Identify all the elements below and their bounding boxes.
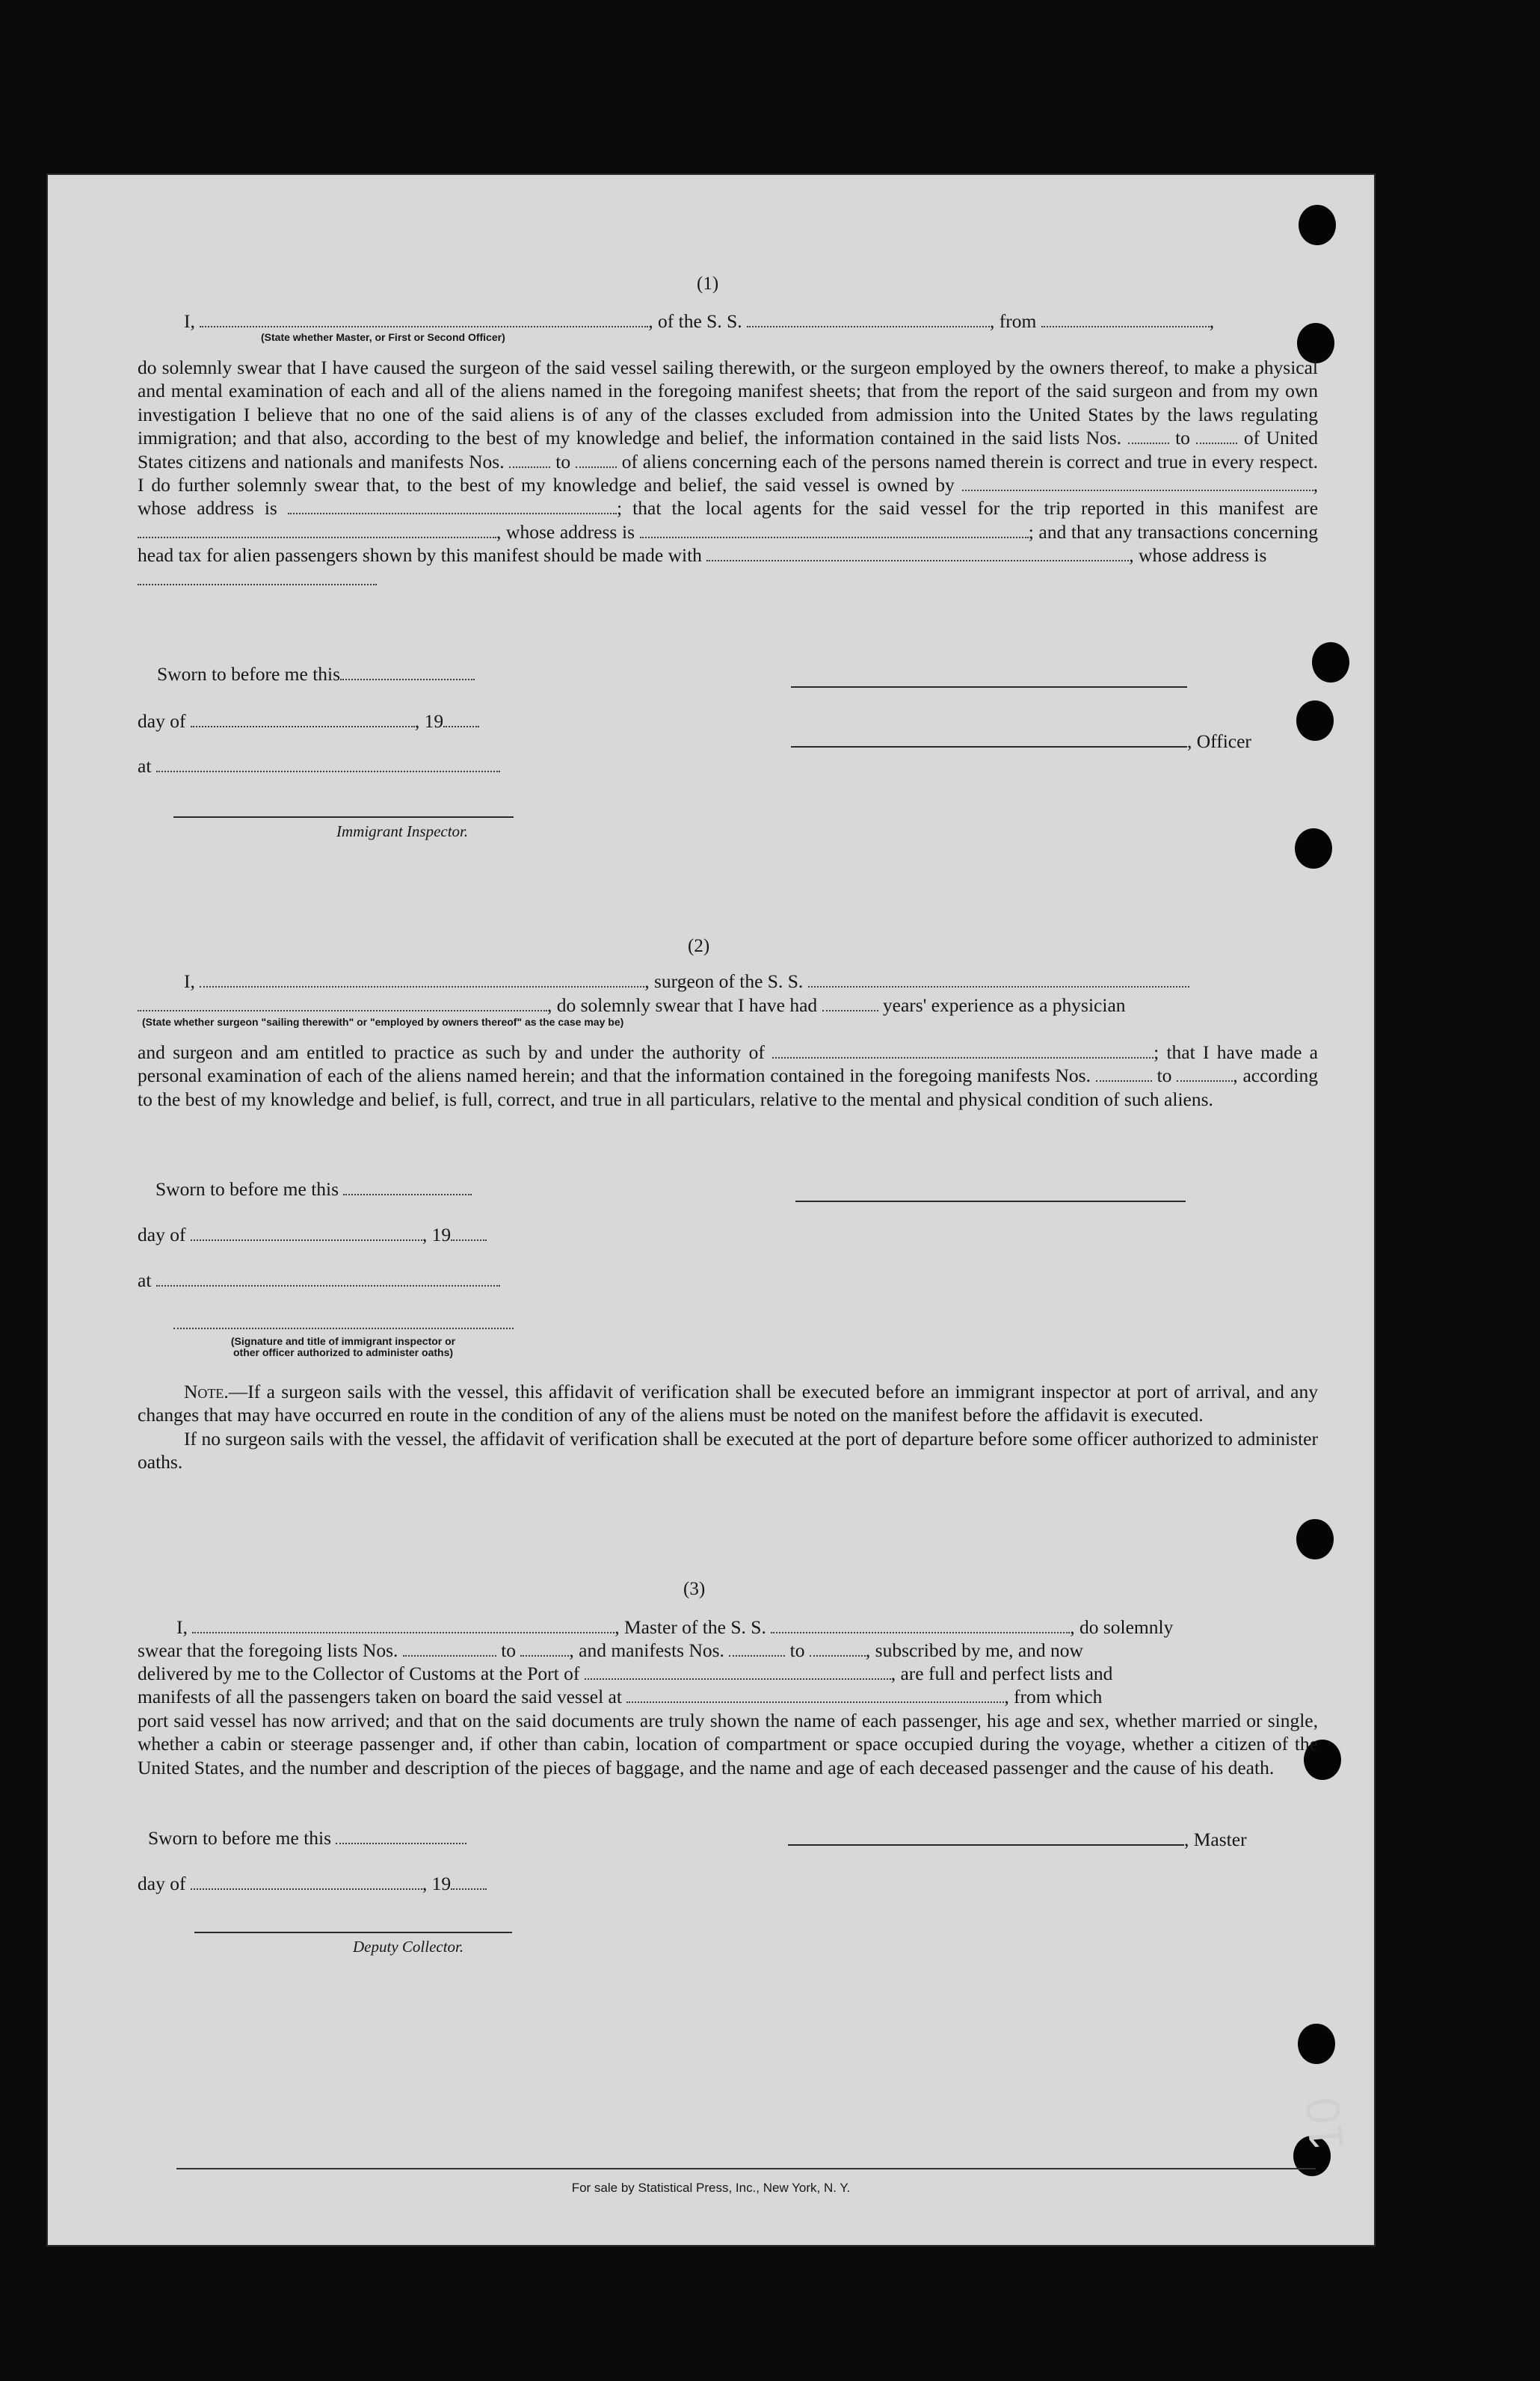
label-year: , 19 xyxy=(422,1224,452,1245)
form-sheet xyxy=(46,173,1376,2246)
master-name-field[interactable] xyxy=(192,1620,615,1633)
place-field[interactable] xyxy=(156,1273,500,1287)
body-text: years' experience as a physician xyxy=(882,994,1126,1016)
label-whose-address: whose address is xyxy=(506,520,635,543)
punch-hole xyxy=(1295,828,1332,869)
label-to: to xyxy=(1156,1065,1172,1087)
year-field[interactable] xyxy=(451,1876,487,1890)
manifests-from-field[interactable] xyxy=(729,1643,785,1657)
label-to: to xyxy=(501,1639,517,1661)
section-1-sworn xyxy=(157,663,475,686)
body-text: of aliens concerning each of the persons named therein is correct and true in every respect. I do further solemnly swear that, to the best of my knowledge and belief, the said vessel is owned by xyxy=(138,450,1319,496)
label-of-ship: , of the S. S. xyxy=(648,310,742,332)
section-3-body xyxy=(138,1709,1318,1779)
punct: ; xyxy=(616,497,623,520)
body-text: do solemnly swear that I have caused the surgeon of the said vessel sailing therewith, or the surgeon employed by the owners thereof, to make a physical and mental examination of each and all of the aliens named in the foregoing manifest sheets; that from the report of the said surgeon and from my own investigation I believe that no one of the said aliens is of any of the classes excluded from admission into the United States by the laws regulating immigration; and that also, according to the best of my knowledge and belief, the information contained in the said lists Nos. xyxy=(138,357,1318,449)
day-field[interactable] xyxy=(191,1876,422,1890)
officer-line xyxy=(791,730,1251,753)
punch-hole xyxy=(1296,700,1334,741)
head-tax-contact-field[interactable] xyxy=(706,548,1129,561)
officer-rank-field[interactable] xyxy=(200,314,648,327)
body-text: that the local agents for the said vessel for the trip reported in this manifest are xyxy=(632,497,1319,520)
master-signature-field[interactable] xyxy=(788,1831,1184,1846)
owner-address-field[interactable] xyxy=(288,501,617,514)
surgeon-hint: (State whether surgeon "sailing therewith" or "employed by owners thereof" as the case may be) xyxy=(142,1016,624,1028)
label-sworn: Sworn to before me this xyxy=(157,663,341,685)
place-field[interactable] xyxy=(156,759,500,772)
footer-rule xyxy=(176,2168,1316,2169)
label-year: , 19 xyxy=(414,710,444,732)
section-2-day xyxy=(138,1224,487,1246)
punch-hole xyxy=(1312,642,1349,683)
body-text: delivered by me to the Collector of Customs at the Port of xyxy=(138,1663,580,1684)
label-sworn: Sworn to before me this xyxy=(148,1827,332,1849)
punct: ; xyxy=(1154,1041,1159,1063)
section-3-line-4 xyxy=(138,1686,1102,1708)
lists-from-field[interactable] xyxy=(1128,431,1169,444)
label-sworn: Sworn to before me this xyxy=(155,1178,339,1200)
boarding-port-field[interactable] xyxy=(626,1690,1004,1703)
signature-line[interactable] xyxy=(791,673,1187,688)
section-3-number: (3) xyxy=(683,1579,706,1599)
handwritten-page-number: 10 xyxy=(1295,2095,1354,2153)
body-text: ; and that any transactions concerning head tax for alien passengers shown by this manifest should be made with xyxy=(138,520,1319,567)
label-i: I, xyxy=(184,970,195,992)
body-text: , do solemnly swear that I have had xyxy=(547,994,818,1016)
section-3-day xyxy=(138,1873,487,1895)
day-field[interactable] xyxy=(191,1228,422,1241)
body-text: , are full and perfect lists and xyxy=(890,1663,1113,1684)
signature-hint xyxy=(175,1336,511,1358)
manifests-to-field[interactable] xyxy=(576,455,617,468)
body-text: manifests of all the passengers taken on board the said vessel at xyxy=(138,1686,622,1707)
label-i: I, xyxy=(184,310,195,332)
section-3-line-2 xyxy=(138,1639,1083,1662)
label-to: to xyxy=(555,450,571,472)
owner-field[interactable] xyxy=(962,478,1313,491)
note-paragraph xyxy=(138,1380,1318,1427)
punch-hole xyxy=(1296,1519,1334,1559)
section-2-line-2 xyxy=(138,994,1126,1017)
section-2-note xyxy=(138,1380,1318,1474)
label-day-of: day of xyxy=(138,1224,186,1245)
label-master: , Master xyxy=(1184,1829,1247,1850)
label-day-of: day of xyxy=(138,1873,186,1894)
label-day-of: day of xyxy=(138,710,186,732)
body-text: , according to the best of my knowledge and belief, is full, correct, and true in all particulars, relative to the mental and physical condition of such aliens. xyxy=(138,1065,1318,1110)
section-1-paragraph xyxy=(138,356,1318,591)
manifests-from-field[interactable] xyxy=(509,455,550,468)
label-whose-address: , whose address is xyxy=(1129,544,1267,567)
surgeon-status-field[interactable] xyxy=(138,998,547,1011)
section-2-paragraph xyxy=(138,1041,1318,1111)
lists-to-field[interactable] xyxy=(1196,431,1237,444)
signature-hint-line: other officer authorized to administer oaths) xyxy=(232,1346,454,1358)
collector-port-field[interactable] xyxy=(585,1666,891,1680)
section-3-line-1 xyxy=(176,1616,1173,1639)
section-2-line-1 xyxy=(184,970,1189,993)
ship-name-field[interactable] xyxy=(747,314,990,327)
punct: , xyxy=(496,520,502,543)
section-2-sworn xyxy=(155,1178,472,1201)
surgeon-name-field[interactable] xyxy=(200,974,644,988)
head-tax-address-field[interactable] xyxy=(138,572,377,585)
section-3-line-3 xyxy=(138,1663,1112,1685)
body-text: swear that the foregoing lists Nos. xyxy=(138,1639,398,1661)
label-i: I, xyxy=(176,1616,188,1638)
label-officer: , Officer xyxy=(1187,730,1251,752)
inspector-signature-line[interactable] xyxy=(173,803,514,818)
body-text: that I have made a personal examination of each of the aliens named herein; and that the information contained in the foregoing manifests Nos. xyxy=(138,1041,1318,1087)
label-surgeon-of: , surgeon of the S. S. xyxy=(644,970,804,992)
inspector-signature-line[interactable] xyxy=(173,1316,514,1329)
body-text: of United States citizens and nationals and manifests Nos. xyxy=(138,427,1318,472)
manifests-from-field[interactable] xyxy=(1096,1068,1152,1082)
body-text: , do solemnly xyxy=(1070,1616,1174,1638)
section-3-sworn xyxy=(148,1827,466,1849)
officer-signature-field[interactable] xyxy=(791,733,1187,748)
section-2-at xyxy=(138,1269,500,1292)
section-1-line-1 xyxy=(184,310,1214,333)
manifests-to-field[interactable] xyxy=(1177,1068,1233,1082)
lists-from-field[interactable] xyxy=(403,1643,496,1657)
from-port-field[interactable] xyxy=(1041,314,1210,327)
body-text: , and manifests Nos. xyxy=(569,1639,724,1661)
surgeon-signature-line[interactable] xyxy=(795,1187,1186,1202)
punch-hole xyxy=(1299,205,1336,245)
manifests-to-field[interactable] xyxy=(810,1643,866,1657)
body-text: and surgeon and am entitled to practice as such by and under the authority of xyxy=(138,1041,765,1063)
officer-hint: (State whether Master, or First or Second Officer) xyxy=(261,331,505,343)
label-whose-address: , whose address is xyxy=(138,474,1318,520)
collector-signature-line[interactable] xyxy=(194,1918,512,1933)
note-text: —If a surgeon sails with the vessel, this affidavit of verification shall be executed before an immigrant inspector at port of arrival, and any changes that may have occurred en route in the condition of any of the aliens must be noted on the manifest before the affidavit is executed. xyxy=(138,1381,1318,1426)
signature-hint-line: (Signature and title of immigrant inspector or xyxy=(230,1335,456,1347)
body-text: , subscribed by me, and now xyxy=(865,1639,1083,1661)
label-from: , from xyxy=(990,310,1037,332)
label-to: to xyxy=(789,1639,805,1661)
section-1-day xyxy=(138,710,479,733)
years-experience-field[interactable] xyxy=(822,998,878,1011)
section-1-body xyxy=(138,356,1318,591)
sworn-date-field[interactable] xyxy=(336,1831,466,1844)
authority-field[interactable] xyxy=(772,1045,1154,1059)
printer-credit: For sale by Statistical Press, Inc., New York, N. Y. xyxy=(571,2181,851,2195)
collector-caption: Deputy Collector. xyxy=(353,1938,464,1956)
sworn-date-field[interactable] xyxy=(343,1182,472,1195)
label-at: at xyxy=(138,755,152,777)
note-label: Note. xyxy=(184,1381,229,1402)
note-paragraph-2: If no surgeon sails with the vessel, the affidavit of verification shall be executed at the port of departure before some officer authorized to administer oaths. xyxy=(138,1427,1318,1473)
year-field[interactable] xyxy=(451,1228,487,1241)
master-ship-field[interactable] xyxy=(771,1620,1070,1633)
surgeon-ship-field[interactable] xyxy=(808,974,1189,988)
section-2-number: (2) xyxy=(688,936,710,956)
punch-hole xyxy=(1298,2024,1335,2064)
label-year: , 19 xyxy=(422,1873,452,1894)
punct: , xyxy=(1209,310,1215,332)
section-1-number: (1) xyxy=(697,274,719,294)
section-2-body xyxy=(138,1041,1318,1111)
year-field[interactable] xyxy=(443,714,479,727)
inspector-caption: Immigrant Inspector. xyxy=(336,822,469,840)
day-field[interactable] xyxy=(191,714,415,727)
label-master-of: , Master of the S. S. xyxy=(615,1616,766,1638)
label-at: at xyxy=(138,1269,152,1291)
lists-to-field[interactable] xyxy=(520,1643,569,1657)
body-text: , from which xyxy=(1004,1686,1103,1707)
master-line xyxy=(788,1829,1247,1851)
label-to: to xyxy=(1175,427,1190,449)
agents-address-field[interactable] xyxy=(640,525,1029,538)
section-3-paragraph: port said vessel has now arrived; and that on the said documents are truly shown the name of each passenger, his age and sex, whether married or single, whether a cabin or steerage passenger and, if other than cabin, location of compartment or space occupied during the voyage, whether a citizen of the United States, and the number and description of the pieces of baggage, and the name and age of each deceased passenger and the cause of his death. xyxy=(138,1710,1318,1778)
local-agents-field[interactable] xyxy=(138,525,496,538)
section-1-at xyxy=(138,755,500,777)
sworn-date-field[interactable] xyxy=(340,667,475,680)
